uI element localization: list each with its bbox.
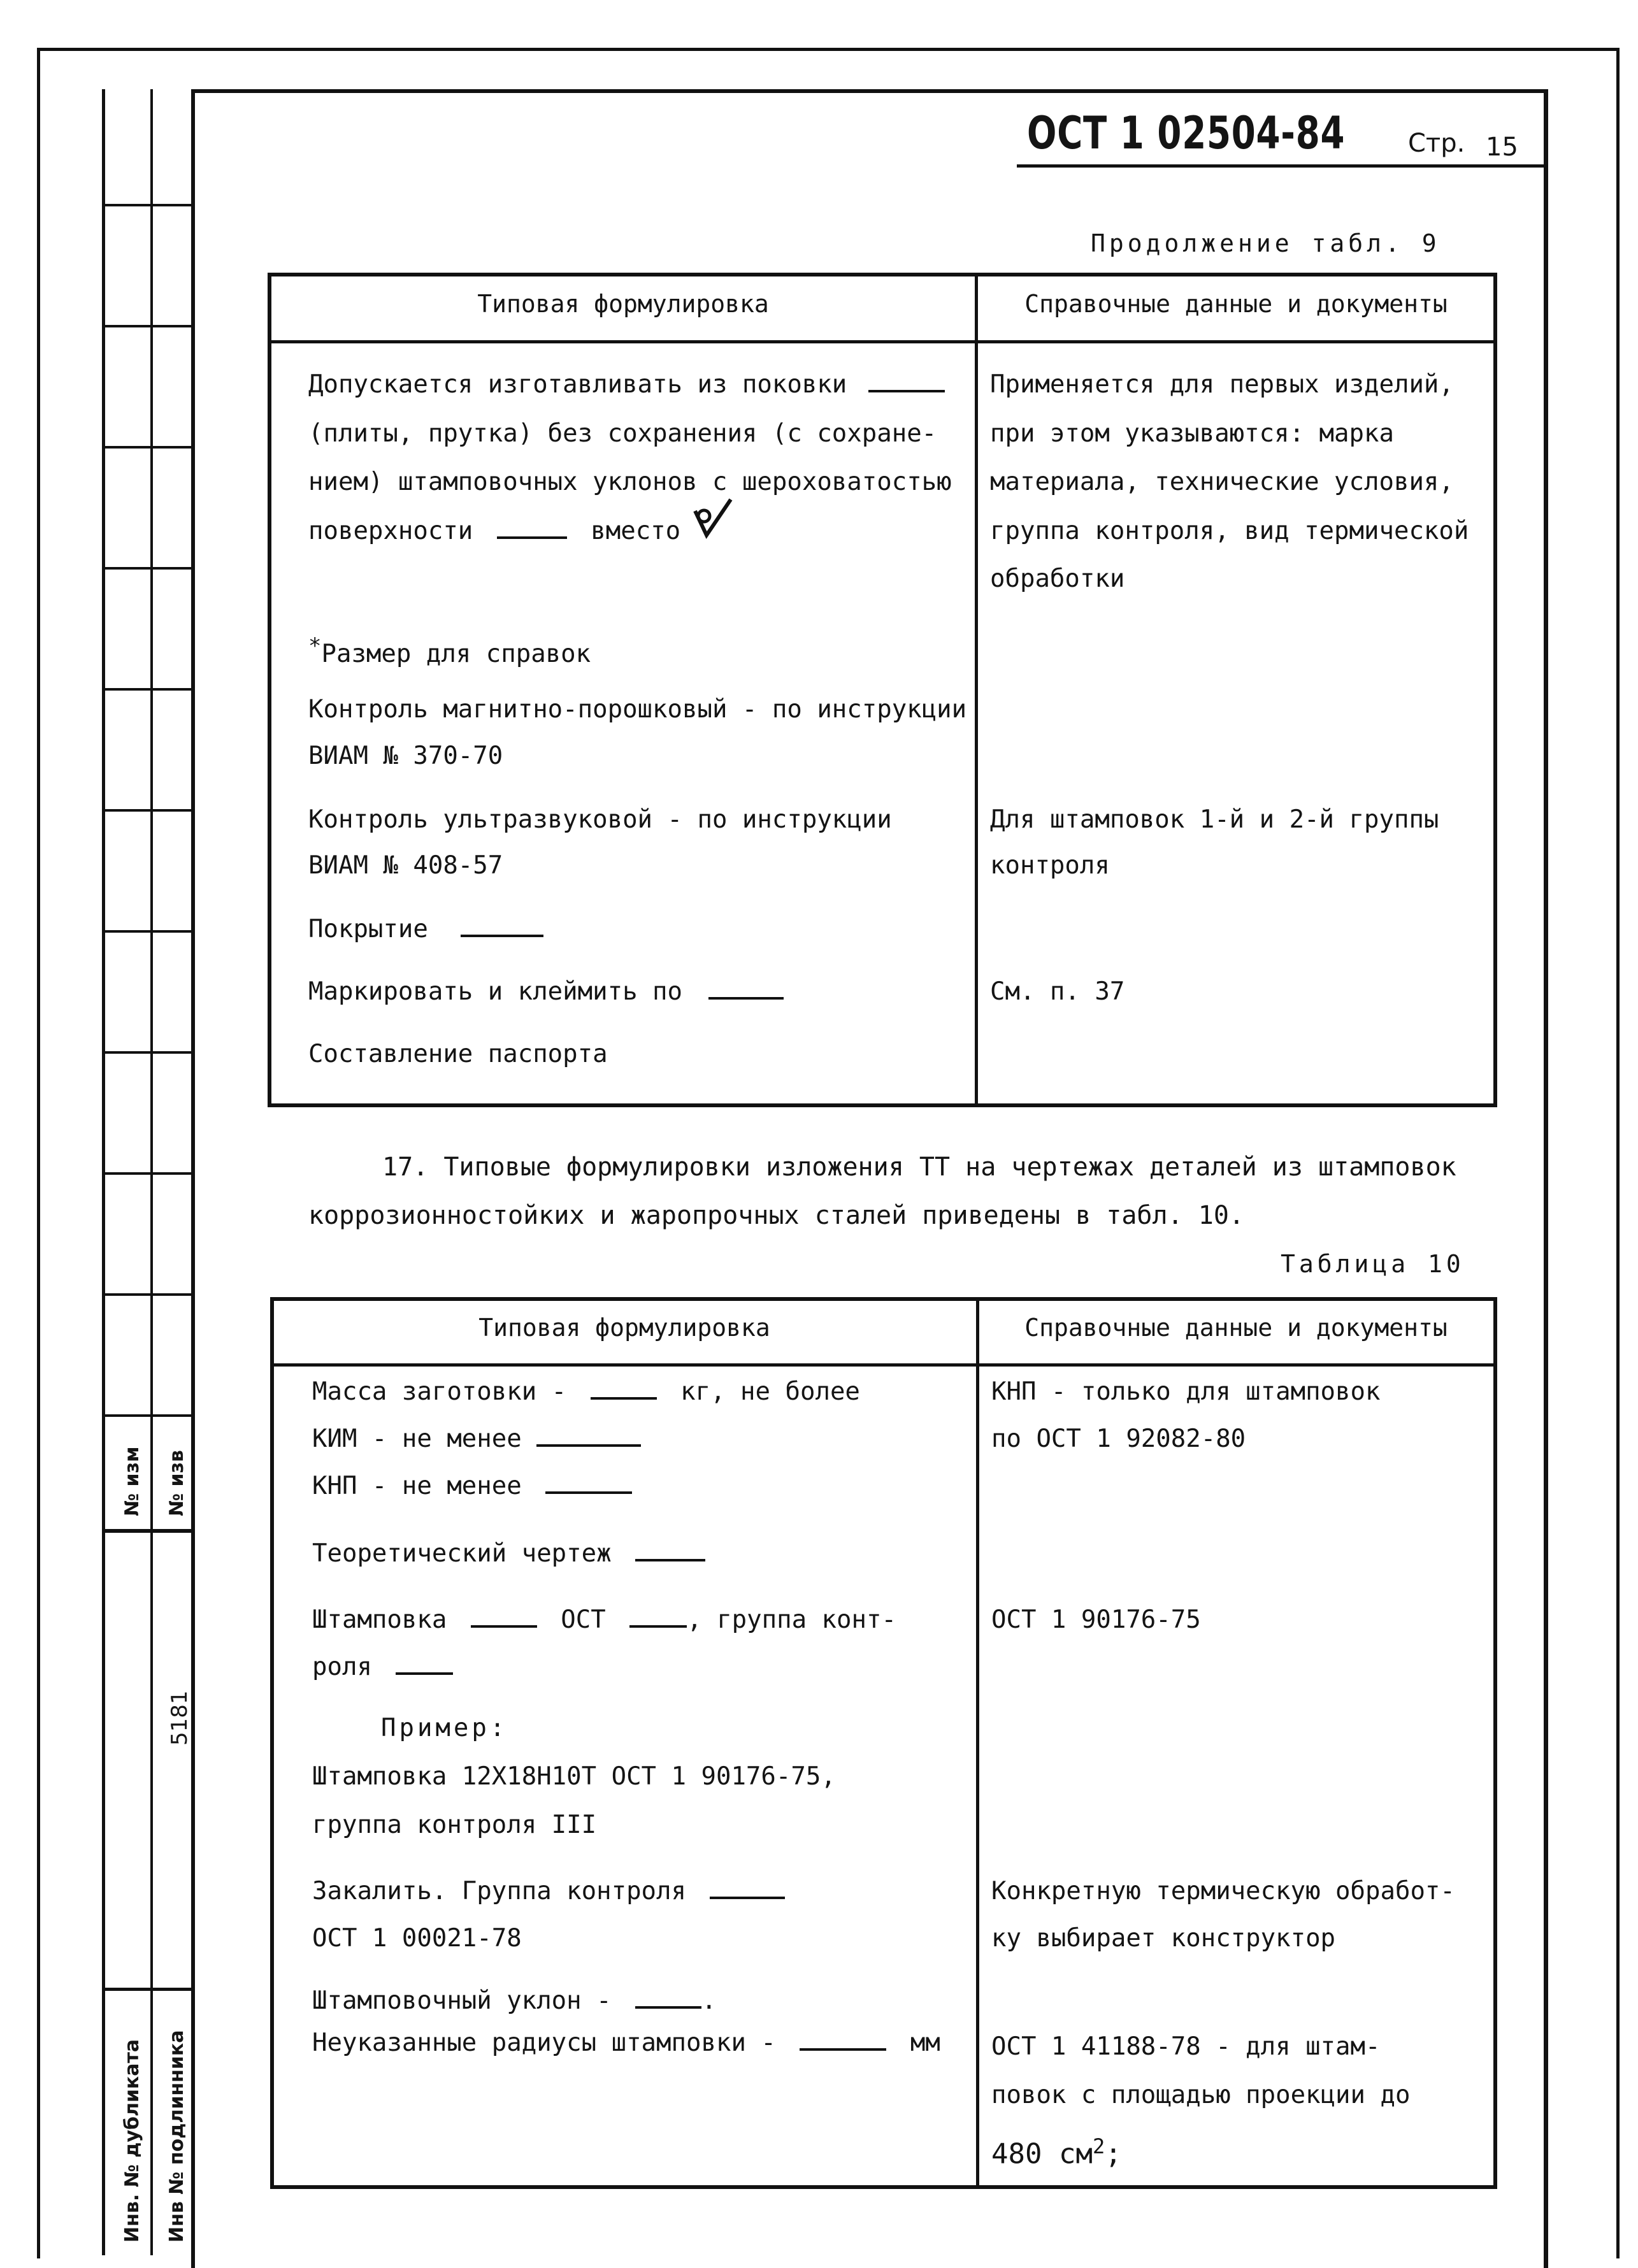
text: Допускается изготавливать из поковки bbox=[308, 370, 847, 399]
fill-blank bbox=[708, 978, 784, 1000]
strip-inv-podl-label: Инв № подлинника bbox=[166, 2030, 188, 2243]
text: Штамповка bbox=[312, 1605, 447, 1634]
strip-izv-label: № изв bbox=[166, 1450, 188, 1516]
table10-col2-header: Справочные данные и документы bbox=[1024, 1314, 1448, 1342]
strip-row-line bbox=[102, 446, 191, 449]
table10-left-line bbox=[312, 2022, 940, 2064]
table10-left-line: Штамповка 12Х18Н10Т ОСТ 1 90176-75, bbox=[312, 1762, 836, 1791]
side-strip bbox=[102, 89, 191, 2255]
fill-blank bbox=[396, 1653, 453, 1675]
table9-col2-header: Справочные данные и документы bbox=[1024, 290, 1448, 318]
text: Масса заготовки - bbox=[312, 1377, 567, 1406]
table10-left-line bbox=[312, 1980, 717, 2022]
strip-row-line bbox=[102, 325, 191, 327]
superscript: 2 bbox=[1092, 2134, 1105, 2158]
strip-inv-value: 5181 bbox=[167, 1690, 192, 1746]
table9-right-line: обработки bbox=[990, 564, 1125, 593]
text: КИМ - не менее bbox=[312, 1425, 522, 1453]
table10-right-line: ку выбирает конструктор bbox=[991, 1924, 1336, 1953]
strip-row-line bbox=[102, 930, 191, 933]
table10-right-line: КНП - только для штамповок bbox=[991, 1377, 1381, 1406]
table9-left-line: Контроль магнитно-порошковый - по инструкции bbox=[308, 695, 967, 724]
strip-row-line bbox=[102, 688, 191, 691]
paragraph-17-line1: 17. Типовые формулировки изложения ТТ на чертежах деталей из штамповок bbox=[382, 1152, 1456, 1182]
table9-left-line: нием) штамповочных уклонов с шероховатостью bbox=[308, 468, 952, 496]
table9-left-line: (плиты, прутка) без сохранения (с сохране- bbox=[308, 419, 937, 448]
fill-blank bbox=[868, 371, 945, 392]
text: , группа конт- bbox=[687, 1605, 896, 1634]
text: Теоретический чертеж bbox=[312, 1539, 612, 1568]
footnote-mark: * bbox=[308, 633, 322, 659]
fill-blank bbox=[497, 517, 567, 539]
table10-left-line bbox=[312, 1529, 705, 1579]
table9-right-line: Для штамповок 1-й и 2-й группы bbox=[990, 805, 1439, 834]
fill-blank bbox=[800, 2029, 886, 2051]
table10-right-line bbox=[991, 2121, 1122, 2179]
fill-blank bbox=[461, 915, 543, 937]
table10-left-line bbox=[312, 1595, 896, 1645]
roughness-symbol-icon bbox=[691, 497, 736, 548]
fill-blank bbox=[591, 1378, 657, 1400]
strip-row-line bbox=[102, 204, 191, 206]
table9-left-line bbox=[308, 506, 680, 556]
table9-right-line: контроля bbox=[990, 851, 1110, 880]
text: Закалить. Группа контроля bbox=[312, 1877, 686, 1906]
fill-blank bbox=[635, 1987, 701, 2009]
table9-right-line: материала, технические условия, bbox=[990, 468, 1454, 496]
table9-col1-header: Типовая формулировка bbox=[477, 290, 769, 318]
document-code: ОСТ 1 02504-84 bbox=[1027, 107, 1346, 159]
table9-left-line: ВИАМ № 408-57 bbox=[308, 851, 503, 880]
text: КНП - не менее bbox=[312, 1472, 522, 1500]
strip-row-line bbox=[102, 1051, 191, 1054]
strip-row-line bbox=[102, 1529, 191, 1532]
table9-left-line bbox=[308, 967, 784, 1017]
table9-right-line: при этом указываются: марка bbox=[990, 419, 1394, 448]
table9-left-line bbox=[308, 621, 591, 679]
table10-col1-header: Типовая формулировка bbox=[478, 1314, 770, 1342]
text: мм bbox=[910, 2028, 940, 2057]
strip-row-line bbox=[102, 1414, 191, 1417]
fill-blank bbox=[710, 1877, 785, 1899]
text: вместо bbox=[591, 517, 681, 545]
paragraph-17-line2: коррозионностойких и жаропрочных сталей приведены в табл. 10. bbox=[308, 1201, 1245, 1230]
text: поверхности bbox=[308, 517, 473, 545]
text: Покрытие bbox=[308, 915, 428, 944]
table9-right-line: группа контроля, вид термической bbox=[990, 517, 1469, 545]
table10-left-line bbox=[312, 1867, 785, 1916]
table10-right-line: повок с площадью проекции до bbox=[991, 2081, 1411, 2109]
strip-izm-label: № изм bbox=[121, 1446, 143, 1516]
table9-column-divider bbox=[975, 276, 978, 1105]
text: . bbox=[701, 1986, 717, 2015]
table10-right-line: по ОСТ 1 92082-80 bbox=[991, 1425, 1246, 1453]
table9-right-line: См. п. 37 bbox=[990, 977, 1125, 1006]
table9-right-line: Применяется для первых изделий, bbox=[990, 370, 1454, 399]
text: Маркировать и клеймить по bbox=[308, 977, 682, 1006]
table10-header-line bbox=[274, 1363, 1495, 1367]
fill-blank bbox=[471, 1606, 537, 1628]
strip-row-line bbox=[102, 1988, 191, 1991]
text: роля bbox=[312, 1653, 372, 1681]
fill-blank bbox=[629, 1606, 687, 1628]
strip-inv-dubl-label: Инв. № дубликата bbox=[121, 2039, 143, 2243]
table9-left-line: Контроль ультразвуковой - по инструкции bbox=[308, 805, 892, 834]
text: Размер для справок bbox=[321, 640, 591, 668]
strip-row-line bbox=[102, 1293, 191, 1296]
text: Штамповочный уклон - bbox=[312, 1986, 612, 2015]
text: кг, не более bbox=[680, 1377, 860, 1406]
text: Неуказанные радиусы штамповки - bbox=[312, 2028, 776, 2057]
table9-header-line bbox=[271, 340, 1495, 343]
text: 480 см bbox=[991, 2137, 1093, 2171]
table10-left-line bbox=[312, 1368, 860, 1416]
table10-left-line bbox=[312, 1416, 641, 1463]
table9-left-line: Составление паспорта bbox=[308, 1040, 608, 1068]
page-label: Стр. bbox=[1408, 129, 1465, 158]
strip-row-line bbox=[102, 567, 191, 570]
table10-right-line: ОСТ 1 90176-75 bbox=[991, 1605, 1201, 1634]
strip-row-line bbox=[102, 809, 191, 812]
fill-blank bbox=[536, 1425, 641, 1447]
table9-left-line bbox=[308, 905, 543, 954]
strip-row-line bbox=[102, 1172, 191, 1175]
table10-example-label: Пример: bbox=[381, 1714, 508, 1742]
table10-caption: Таблица 10 bbox=[1281, 1250, 1465, 1278]
table10-right-line: Конкретную термическую обработ- bbox=[991, 1877, 1455, 1906]
table10-left-line: ОСТ 1 00021-78 bbox=[312, 1924, 522, 1953]
table10-column-divider bbox=[976, 1301, 979, 2186]
text: ; bbox=[1105, 2137, 1122, 2171]
fill-blank bbox=[635, 1540, 705, 1561]
header-underline bbox=[1017, 164, 1548, 168]
text: ОСТ bbox=[561, 1605, 606, 1634]
table10-left-line: группа контроля III bbox=[312, 1811, 597, 1839]
table10-right-line: ОСТ 1 41188-78 - для штам- bbox=[991, 2032, 1381, 2061]
table10-left-line bbox=[312, 1463, 632, 1510]
fill-blank bbox=[545, 1472, 632, 1494]
table10-left-line bbox=[312, 1642, 453, 1692]
table9-caption: Продолжение табл. 9 bbox=[1091, 229, 1440, 257]
table9-left-line: ВИАМ № 370-70 bbox=[308, 742, 503, 770]
table9-left-line bbox=[308, 360, 945, 410]
page-number: 15 bbox=[1486, 133, 1518, 162]
